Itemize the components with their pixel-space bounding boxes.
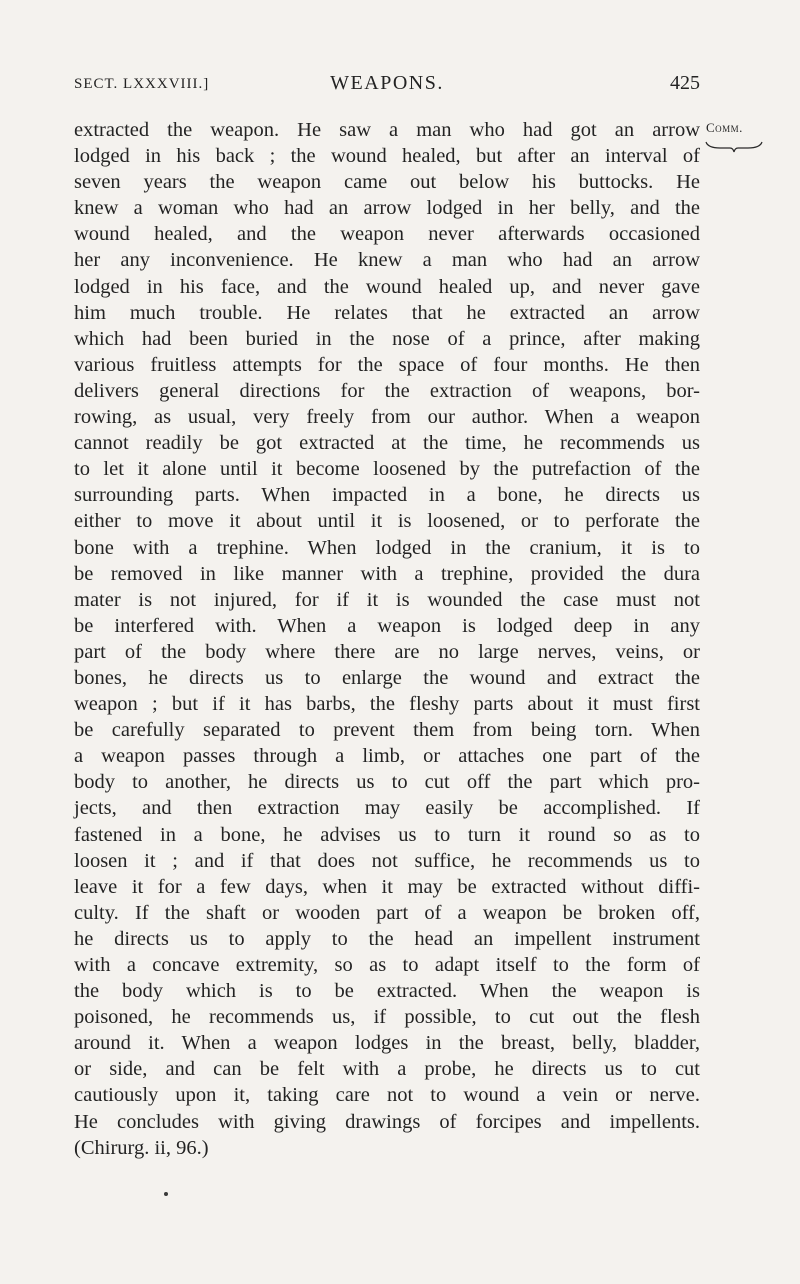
text-line: loosen it ; and if that does not suffice, he recommends us to — [74, 849, 700, 872]
text-line: lodged in his back ; the wound healed, but after an interval of — [74, 145, 700, 168]
margin-note: Comm. — [706, 120, 743, 135]
text-line: to let it alone until it become loosened by the putrefaction of the — [74, 458, 700, 481]
text-line: various fruitless attempts for the space of four months. He then — [74, 353, 700, 376]
text-line: body to another, he directs us to cut off the part which pro- — [74, 771, 700, 794]
page-title: WEAPONS. — [330, 72, 444, 94]
text-line: surrounding parts. When impacted in a bone, he directs us — [74, 484, 700, 507]
text-line: the body which is to be extracted. When the weapon is — [74, 980, 700, 1003]
body-text — [74, 117, 700, 1161]
text-line: cannot readily be got extracted at the time, he recommends us — [74, 432, 700, 455]
text-line: which had been buried in the nose of a prince, after making — [74, 327, 700, 350]
text-line: him much trouble. He relates that he extracted an arrow — [74, 301, 700, 324]
text-line: knew a woman who had an arrow lodged in her belly, and the — [74, 197, 700, 220]
text-line: cautiously upon it, taking care not to wound a vein or nerve. — [74, 1084, 700, 1107]
page-number: 425 — [670, 72, 700, 94]
text-line: rowing, as usual, very freely from our author. When a weapon — [74, 406, 700, 429]
text-line: with a concave extremity, so as to adapt itself to the form of — [74, 954, 700, 976]
text-line: He concludes with giving drawings of forcipes and impellents. — [74, 1110, 700, 1133]
text-line: jects, and then extraction may easily be accomplished. If — [74, 797, 700, 820]
text-line: seven years the weapon came out below his buttocks. He — [74, 171, 700, 194]
text-line: he directs us to apply to the head an impellent instrument — [74, 927, 700, 950]
text-line: (Chirurg. ii, 96.) — [74, 1136, 209, 1159]
text-line: delivers general directions for the extraction of weapons, bor- — [74, 379, 700, 402]
ink-dot — [164, 1192, 168, 1196]
text-line: culty. If the shaft or wooden part of a weapon be broken off, — [74, 901, 700, 924]
text-line: be carefully separated to prevent them from being torn. When — [74, 719, 700, 742]
text-line: lodged in his face, and the wound healed up, and never gave — [74, 275, 700, 298]
text-line: fastened in a bone, he advises us to turn it round so as to — [74, 823, 700, 846]
text-line: either to move it about until it is loosened, or to perforate the — [74, 510, 700, 533]
text-line: around it. When a weapon lodges in the breast, belly, bladder, — [74, 1032, 700, 1055]
text-line: leave it for a few days, when it may be extracted without diffi- — [74, 875, 700, 898]
text-line: her any inconvenience. He knew a man who had an arrow — [74, 249, 700, 272]
text-line: a weapon passes through a limb, or attaches one part of the — [74, 745, 700, 768]
text-line: be interfered with. When a weapon is lodged deep in any — [74, 614, 700, 637]
text-line: part of the body where there are no large nerves, veins, or — [74, 640, 700, 663]
text-line: wound healed, and the weapon never afterwards occasioned — [74, 223, 700, 246]
section-reference: SECT. LXXXVIII.] — [74, 76, 210, 92]
text-line: extracted the weapon. He saw a man who had got an arrow — [74, 119, 700, 141]
text-line: mater is not injured, for if it is wounded the case must not — [74, 588, 700, 611]
text-line: bones, he directs us to enlarge the wound and extract the — [74, 666, 700, 689]
text-line: bone with a trephine. When lodged in the cranium, it is to — [74, 536, 700, 559]
text-line: be removed in like manner with a trephine, provided the dura — [74, 562, 700, 585]
text-line: weapon ; but if it has barbs, the fleshy parts about it must first — [74, 693, 700, 716]
running-head — [74, 72, 700, 100]
text-line: or side, and can be felt with a probe, he directs us to cut — [74, 1058, 700, 1081]
brace-mark — [704, 140, 764, 154]
text-line: poisoned, he recommends us, if possible, to cut out the flesh — [74, 1006, 700, 1029]
